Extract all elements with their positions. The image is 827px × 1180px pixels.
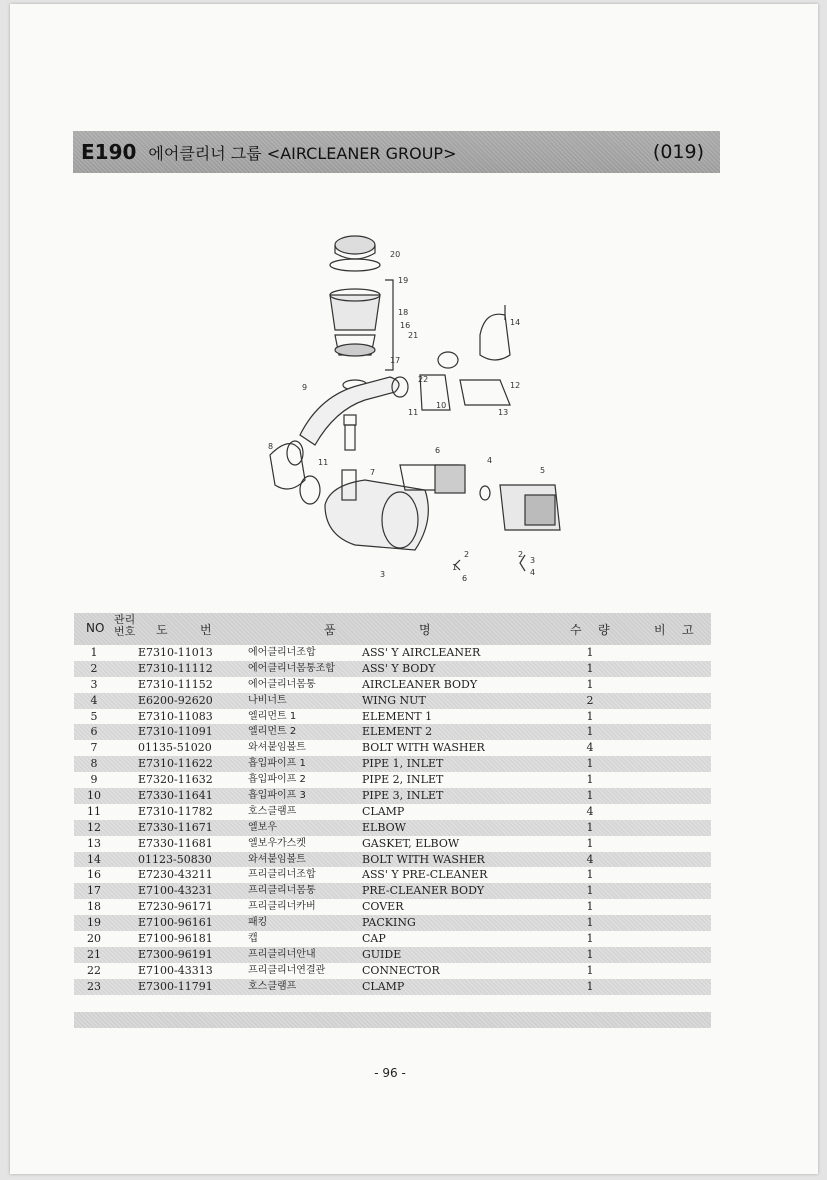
- row-no: 11: [87, 804, 101, 818]
- callout-label: 22: [418, 375, 429, 384]
- callout-label: 11: [408, 408, 419, 417]
- exploded-parts-diagram: [240, 225, 620, 595]
- row-no: 17: [87, 884, 101, 898]
- part-name-korean: 프리클리너조합: [248, 869, 316, 881]
- row-no: 5: [90, 709, 98, 723]
- part-number: E7310-11013: [138, 646, 213, 659]
- part-name-english: WING NUT: [362, 693, 426, 707]
- part-number: E7300-96191: [138, 947, 213, 961]
- callout-label: 1: [452, 563, 458, 572]
- header-do: 도: [156, 623, 168, 637]
- part-number: E7320-11632: [138, 773, 213, 787]
- callout-label: 10: [436, 401, 447, 410]
- part-number: E7230-43211: [138, 868, 213, 882]
- table-row: [74, 788, 711, 804]
- part-name-english: PIPE 1, INLET: [362, 757, 444, 771]
- part-name-english: ELEMENT 1: [362, 709, 433, 723]
- quantity: 1: [586, 709, 594, 723]
- row-no: 21: [87, 947, 101, 961]
- callout-label: 19: [398, 276, 409, 285]
- callout-label: 4: [530, 568, 536, 577]
- table-body: [74, 645, 711, 995]
- parts-table: [74, 613, 711, 995]
- group-title: 에어클리너 그룹 <AIRCLEANER GROUP>: [148, 143, 457, 163]
- part-name-korean: 호스클램프: [248, 980, 297, 992]
- callout-label: 17: [390, 356, 401, 365]
- part-number: E7310-11152: [138, 677, 213, 691]
- table-row: [74, 709, 711, 725]
- table-row: [74, 724, 711, 740]
- callout-label: 8: [268, 442, 274, 451]
- quantity: 1: [586, 646, 594, 659]
- table-row: [74, 883, 711, 899]
- part-name-korean: 패킹: [248, 917, 268, 929]
- table-row: [74, 899, 711, 915]
- part-name-korean: 엘리먼트 2: [248, 726, 297, 738]
- row-no: 2: [90, 661, 98, 675]
- table-row: [74, 677, 711, 693]
- table-row: [74, 645, 711, 661]
- row-no: 12: [87, 820, 101, 834]
- row-no: 4: [90, 693, 98, 707]
- part-name-english: COVER: [362, 900, 404, 914]
- callout-label: 12: [510, 381, 521, 390]
- table-row: [74, 661, 711, 677]
- part-name-korean: 흡입파이프 1: [248, 758, 306, 770]
- part-name-english: ELBOW: [362, 820, 406, 834]
- table-footer-band: [74, 1012, 711, 1028]
- row-no: 23: [87, 979, 101, 993]
- header-bi: 비: [654, 623, 666, 637]
- callout-label: 6: [462, 574, 468, 583]
- quantity: 2: [586, 693, 594, 707]
- header-beon: 번: [200, 623, 212, 637]
- table-row: [74, 804, 711, 820]
- callout-label: 3: [380, 570, 386, 579]
- row-no: 3: [90, 677, 98, 691]
- quantity: 1: [586, 900, 594, 914]
- quantity: 1: [586, 979, 594, 993]
- quantity: 4: [586, 804, 594, 818]
- table-row: [74, 931, 711, 947]
- part-number: E7100-96181: [138, 932, 213, 946]
- header-myeong: 명: [419, 623, 431, 637]
- part-number: E7310-11083: [138, 709, 213, 723]
- callout-label: 11: [318, 458, 329, 467]
- part-name-english: PRE-CLEANER BODY: [362, 884, 485, 898]
- callout-label: 3: [530, 556, 536, 565]
- part-name-english: ASS' Y BODY: [362, 661, 436, 675]
- part-name-english: BOLT WITH WASHER: [362, 741, 485, 755]
- row-no: 22: [87, 963, 101, 977]
- quantity: 1: [586, 836, 594, 850]
- part-name-english: ASS' Y PRE-CLEANER: [362, 868, 488, 882]
- part-name-english: ASS' Y AIRCLEANER: [362, 646, 481, 659]
- quantity: 1: [586, 963, 594, 977]
- part-name-korean: 나비너트: [248, 694, 287, 706]
- part-number: 01123-50830: [138, 852, 212, 866]
- quantity: 1: [586, 932, 594, 946]
- part-number: 01135-51020: [138, 741, 212, 755]
- table-row: [74, 947, 711, 963]
- callout-label: 13: [498, 408, 509, 417]
- part-name-korean: 와셔붙임볼트: [248, 742, 306, 754]
- row-no: 14: [87, 852, 101, 866]
- callout-label: 2: [464, 550, 470, 559]
- part-name-korean: 엘리먼트 1: [248, 710, 297, 722]
- table-row: [74, 756, 711, 772]
- quantity: 4: [586, 852, 594, 866]
- part-name-english: CONNECTOR: [362, 963, 440, 977]
- group-number: (019): [652, 141, 704, 163]
- part-name-english: GUIDE: [362, 947, 402, 961]
- part-number: E7100-96161: [138, 916, 213, 930]
- part-number: E7330-11671: [138, 820, 213, 834]
- row-no: 18: [87, 900, 101, 914]
- header-go: 고: [682, 623, 694, 637]
- group-code: E190: [81, 140, 137, 164]
- callout-label: 20: [390, 250, 401, 259]
- row-no: 9: [90, 773, 98, 787]
- part-name-english: ELEMENT 2: [362, 725, 433, 739]
- part-name-korean: 프리클리너안내: [248, 948, 316, 960]
- header-ryang: 량: [598, 623, 610, 637]
- header-mgmt: 관리 번호: [114, 613, 136, 638]
- part-name-english: BOLT WITH WASHER: [362, 852, 485, 866]
- header-su: 수: [570, 623, 582, 637]
- callout-label: 9: [302, 383, 308, 392]
- part-name-english: CAP: [362, 932, 386, 946]
- part-name-korean: 에어클리너조합: [248, 647, 316, 658]
- row-no: 19: [87, 916, 101, 930]
- quantity: 1: [586, 757, 594, 771]
- quantity: 1: [586, 789, 594, 803]
- callout-label: 6: [435, 446, 441, 455]
- row-no: 16: [87, 868, 101, 882]
- table-header: [74, 613, 711, 645]
- table-row: [74, 772, 711, 788]
- table-row: [74, 915, 711, 931]
- part-name-korean: 흡입파이프 3: [248, 790, 306, 802]
- table-row: [74, 852, 711, 868]
- header-no: NO: [86, 621, 105, 635]
- part-number: E7330-11681: [138, 836, 213, 850]
- part-number: E7310-11091: [138, 725, 213, 739]
- part-name-korean: 캡: [248, 933, 258, 945]
- part-name-korean: 호스클램프: [248, 805, 297, 817]
- quantity: 1: [586, 947, 594, 961]
- header-pum: 품: [324, 623, 336, 637]
- group-header: [73, 131, 720, 173]
- quantity: 1: [586, 884, 594, 898]
- quantity: 1: [586, 868, 594, 882]
- part-name-korean: 흡입파이프 2: [248, 774, 306, 786]
- quantity: 1: [586, 725, 594, 739]
- part-number: E7310-11622: [138, 757, 213, 771]
- part-name-korean: 와셔붙임볼트: [248, 853, 306, 865]
- table-row: [74, 836, 711, 852]
- part-number: E7310-11112: [138, 661, 213, 675]
- table-row: [74, 820, 711, 836]
- part-name-korean: 프리클리너연결관: [248, 964, 326, 976]
- part-name-korean: 엘보우: [248, 821, 277, 833]
- part-number: E7330-11641: [138, 789, 213, 803]
- row-no: 1: [90, 646, 98, 659]
- quantity: 1: [586, 677, 594, 691]
- table-row: [74, 963, 711, 979]
- row-no: 10: [87, 789, 101, 803]
- part-number: E7100-43231: [138, 884, 213, 898]
- part-number: E7300-11791: [138, 979, 213, 993]
- callout-label: 2: [518, 550, 524, 559]
- part-name-korean: 에어클리너몸통: [248, 678, 316, 690]
- table-row: [74, 867, 711, 883]
- part-name-english: GASKET, ELBOW: [362, 836, 460, 850]
- part-name-english: PIPE 2, INLET: [362, 773, 444, 787]
- part-name-korean: 에어클리너몸통조합: [248, 662, 335, 674]
- part-number: E7310-11782: [138, 804, 213, 818]
- part-number: E7100-43313: [138, 963, 213, 977]
- part-name-korean: 프리클리너몸통: [248, 885, 316, 897]
- part-name-english: CLAMP: [362, 979, 405, 993]
- table-row: [74, 740, 711, 756]
- part-number: E6200-92620: [138, 693, 213, 707]
- page-number: - 96 -: [374, 1066, 406, 1080]
- part-name-korean: 프리클리너카버: [248, 901, 316, 913]
- part-name-english: CLAMP: [362, 804, 405, 818]
- callout-label: 5: [540, 466, 546, 475]
- part-name-korean: 엘보우가스켓: [248, 837, 306, 849]
- row-no: 8: [90, 757, 98, 771]
- callout-label: 18: [398, 308, 409, 317]
- callout-label: 21: [408, 331, 419, 340]
- part-name-english: PIPE 3, INLET: [362, 789, 444, 803]
- row-no: 6: [90, 725, 98, 739]
- callout-label: 4: [487, 456, 493, 465]
- quantity: 1: [586, 773, 594, 787]
- part-name-english: PACKING: [362, 916, 416, 930]
- row-no: 7: [90, 741, 98, 755]
- table-row: [74, 979, 711, 995]
- quantity: 1: [586, 820, 594, 834]
- quantity: 1: [586, 916, 594, 930]
- part-name-english: AIRCLEANER BODY: [362, 677, 478, 691]
- callout-label: 14: [510, 318, 521, 327]
- part-number: E7230-96171: [138, 900, 213, 914]
- callout-label: 7: [370, 468, 376, 477]
- quantity: 1: [586, 661, 594, 675]
- quantity: 4: [586, 741, 594, 755]
- callout-label: 16: [400, 321, 411, 330]
- table-row: [74, 693, 711, 709]
- row-no: 13: [87, 836, 101, 850]
- row-no: 20: [87, 932, 101, 946]
